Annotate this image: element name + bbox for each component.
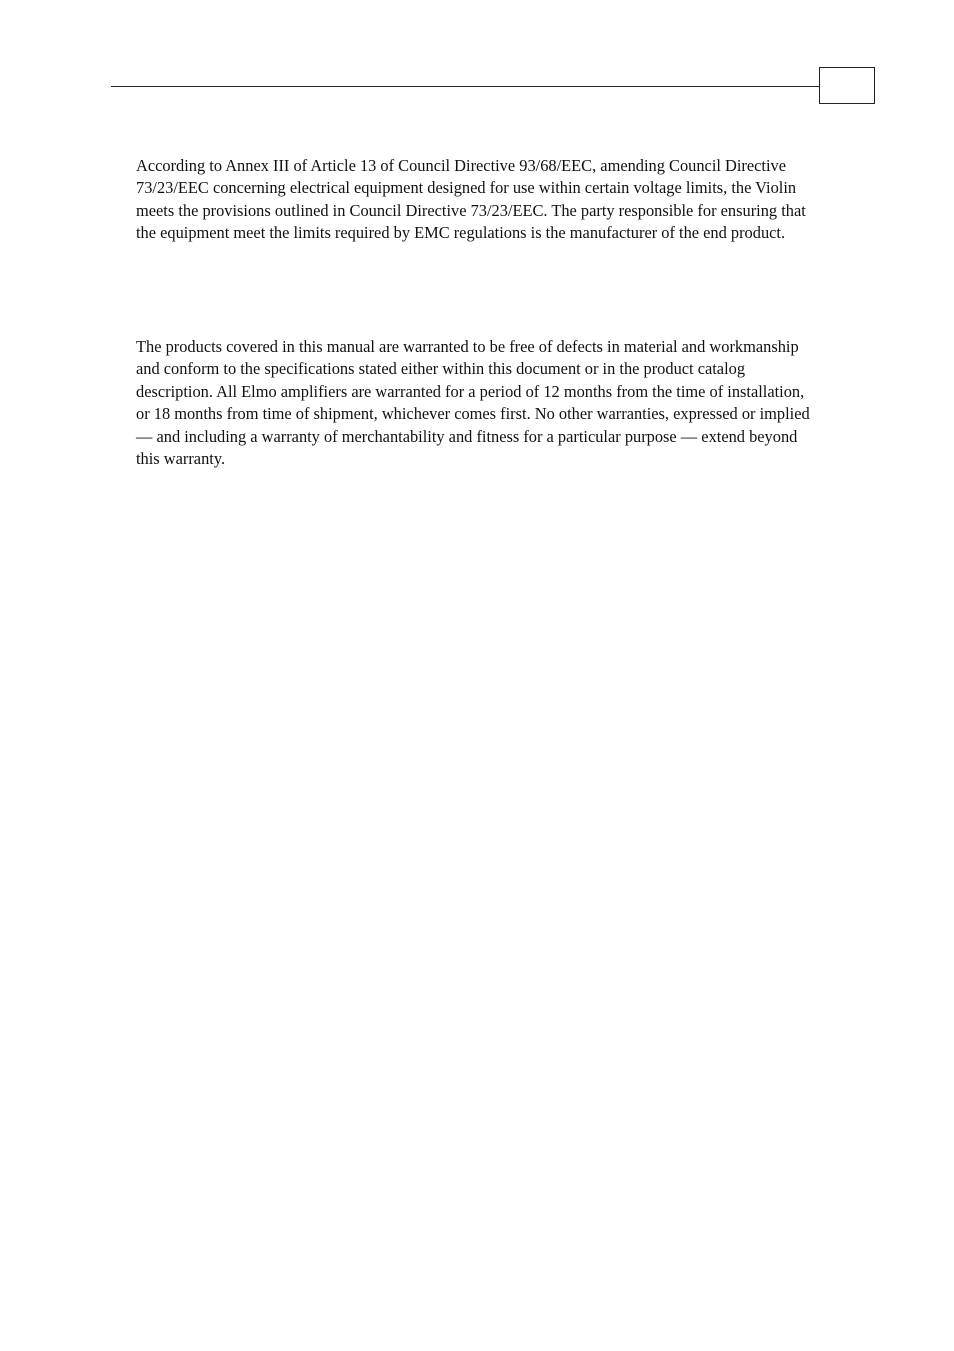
compliance-paragraph: According to Annex III of Article 13 of Council Directive 93/68/EEC, amending Council Directive 73/23/EEC concerning electrical equipment designed for use within certain voltage limits, the Violin meets the provisions outlined in Council Directive 73/23/EEC. The party responsible for ensuring that the equipment meet the limits required by EMC regulations is the manufacturer of the end product. [136,156,806,243]
page-number-box [819,67,875,104]
warranty-paragraph: The products covered in this manual are warranted to be free of defects in material and workmanship and conform to the specifications stated either within this document or in the product catalog description. All Elmo amplifiers are warranted for a period of 12 months from the time of installation, or 18 months from time of shipment, whichever comes first. No other warranties, expressed or implied — and including a warranty of merchantability and fitness for a particular purpose — extend beyond this warranty. [136,337,810,469]
header-rule [111,86,819,87]
